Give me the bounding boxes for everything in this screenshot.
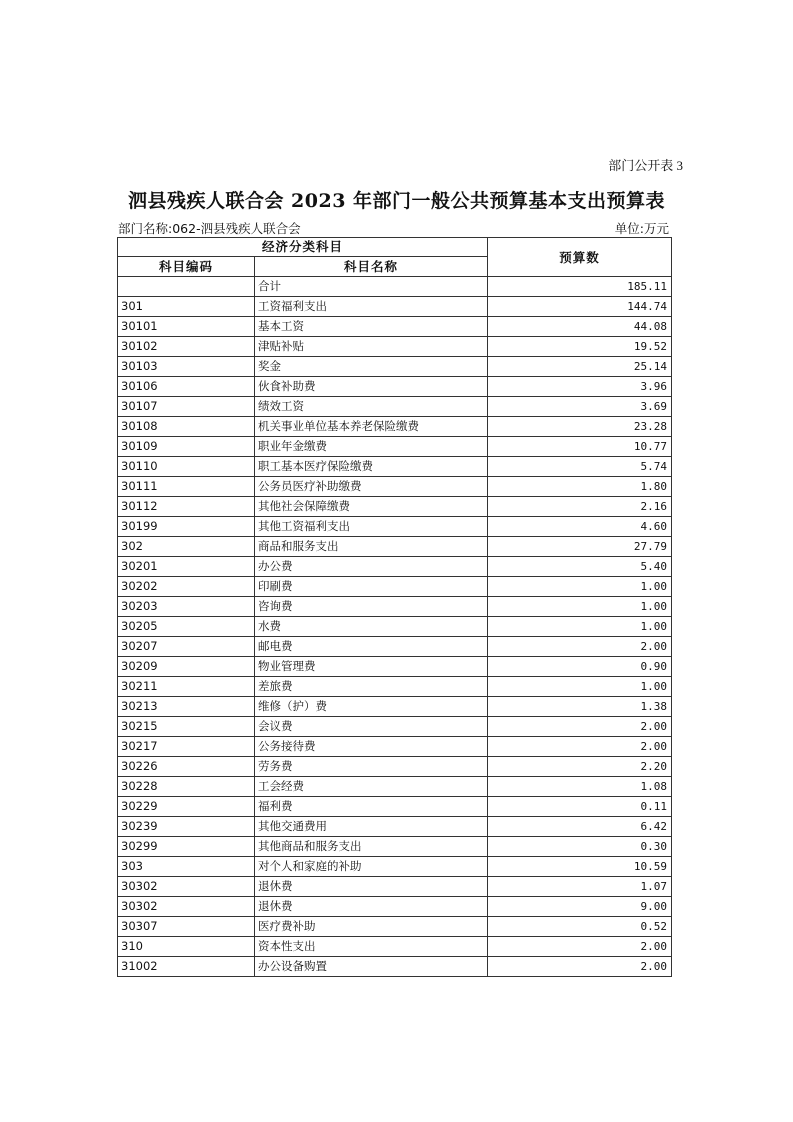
amount-cell: 2.00 [488,937,672,957]
amount-cell: 0.52 [488,917,672,937]
name-cell: 伙食补助费 [255,377,488,397]
table-row [118,937,672,957]
code-cell: 30103 [118,357,255,377]
code-cell: 30211 [118,677,255,697]
table-row [118,297,672,317]
table-row [118,877,672,897]
amount-cell: 23.28 [488,417,672,437]
name-cell: 咨询费 [255,597,488,617]
table-row [118,737,672,757]
amount-cell: 5.40 [488,557,672,577]
amount-header: 预算数 [488,238,672,277]
amount-cell: 1.00 [488,577,672,597]
name-cell: 合计 [255,277,488,297]
code-cell: 30213 [118,697,255,717]
name-cell: 办公设备购置 [255,957,488,977]
meta-row [118,219,671,237]
code-cell: 31002 [118,957,255,977]
table-row [118,417,672,437]
code-cell [118,277,255,297]
name-cell: 基本工资 [255,317,488,337]
name-cell: 其他交通费用 [255,817,488,837]
amount-cell: 27.79 [488,537,672,557]
code-cell: 30110 [118,457,255,477]
table-number-label: 部门公开表 3 [608,158,683,173]
table-row [118,837,672,857]
name-cell: 其他社会保障缴费 [255,497,488,517]
unit-label: 单位:万元 [614,221,669,236]
code-cell: 30203 [118,597,255,617]
table-row [118,357,672,377]
amount-cell: 44.08 [488,317,672,337]
amount-cell: 9.00 [488,897,672,917]
table-row [118,797,672,817]
code-cell: 30229 [118,797,255,817]
name-cell: 差旅费 [255,677,488,697]
code-cell: 30199 [118,517,255,537]
amount-cell: 25.14 [488,357,672,377]
amount-cell: 2.20 [488,757,672,777]
name-cell: 会议费 [255,717,488,737]
name-cell: 水费 [255,617,488,637]
code-cell: 310 [118,937,255,957]
table-row [118,717,672,737]
name-cell: 商品和服务支出 [255,537,488,557]
code-cell: 30102 [118,337,255,357]
amount-cell: 144.74 [488,297,672,317]
amount-cell: 1.38 [488,697,672,717]
table-row [118,557,672,577]
code-cell: 30201 [118,557,255,577]
table-row [118,397,672,417]
code-cell: 30205 [118,617,255,637]
table-row [118,577,672,597]
amount-cell: 1.08 [488,777,672,797]
table-row [118,277,672,297]
table-row [118,777,672,797]
amount-cell: 2.00 [488,737,672,757]
name-cell: 邮电费 [255,637,488,657]
table-row [118,757,672,777]
table-row [118,497,672,517]
amount-cell: 2.16 [488,497,672,517]
name-cell: 退休费 [255,897,488,917]
budget-table [117,237,672,977]
name-cell: 职业年金缴费 [255,437,488,457]
name-cell: 津贴补贴 [255,337,488,357]
table-row [118,957,672,977]
code-cell: 302 [118,537,255,557]
amount-cell: 0.11 [488,797,672,817]
code-cell: 30207 [118,637,255,657]
name-cell: 公务接待费 [255,737,488,757]
code-header: 科目编码 [118,257,255,277]
name-cell: 退休费 [255,877,488,897]
amount-cell: 3.96 [488,377,672,397]
table-row [118,517,672,537]
code-cell: 30108 [118,417,255,437]
code-cell: 30107 [118,397,255,417]
table-row [118,637,672,657]
amount-cell: 6.42 [488,817,672,837]
amount-cell: 2.00 [488,717,672,737]
amount-cell: 19.52 [488,337,672,357]
amount-cell: 1.80 [488,477,672,497]
code-cell: 30239 [118,817,255,837]
amount-cell: 0.30 [488,837,672,857]
table-row [118,597,672,617]
header-row-top [118,238,672,257]
code-cell: 30299 [118,837,255,857]
amount-cell: 5.74 [488,457,672,477]
code-cell: 30215 [118,717,255,737]
name-cell: 机关事业单位基本养老保险缴费 [255,417,488,437]
name-cell: 劳务费 [255,757,488,777]
name-cell: 奖金 [255,357,488,377]
name-cell: 其他工资福利支出 [255,517,488,537]
amount-cell: 1.00 [488,617,672,637]
table-row [118,337,672,357]
name-cell: 公务员医疗补助缴费 [255,477,488,497]
code-cell: 30101 [118,317,255,337]
amount-cell: 1.07 [488,877,672,897]
code-cell: 303 [118,857,255,877]
name-cell: 工会经费 [255,777,488,797]
amount-cell: 3.69 [488,397,672,417]
name-cell: 维修（护）费 [255,697,488,717]
table-row [118,437,672,457]
department-name: 部门名称:062-泗县残疾人联合会 [118,221,301,236]
name-cell: 物业管理费 [255,657,488,677]
amount-cell: 2.00 [488,957,672,977]
table-row [118,617,672,637]
name-cell: 福利费 [255,797,488,817]
code-cell: 30302 [118,897,255,917]
name-cell: 资本性支出 [255,937,488,957]
name-cell: 绩效工资 [255,397,488,417]
name-cell: 医疗费补助 [255,917,488,937]
amount-cell: 10.59 [488,857,672,877]
code-cell: 30106 [118,377,255,397]
code-cell: 30228 [118,777,255,797]
name-cell: 印刷费 [255,577,488,597]
econ-class-header: 经济分类科目 [118,238,488,257]
name-cell: 其他商品和服务支出 [255,837,488,857]
table-row [118,817,672,837]
table-row [118,457,672,477]
code-cell: 30307 [118,917,255,937]
table-body [118,277,672,977]
table-row [118,317,672,337]
code-cell: 30209 [118,657,255,677]
name-cell: 职工基本医疗保险缴费 [255,457,488,477]
code-cell: 30302 [118,877,255,897]
amount-cell: 1.00 [488,677,672,697]
code-cell: 30109 [118,437,255,457]
amount-cell: 1.00 [488,597,672,617]
name-cell: 对个人和家庭的补助 [255,857,488,877]
table-row [118,697,672,717]
code-cell: 30111 [118,477,255,497]
table-row [118,377,672,397]
amount-cell: 10.77 [488,437,672,457]
code-cell: 30112 [118,497,255,517]
code-cell: 30217 [118,737,255,757]
code-cell: 30226 [118,757,255,777]
code-cell: 301 [118,297,255,317]
table-row [118,857,672,877]
table-row [118,537,672,557]
name-header: 科目名称 [255,257,488,277]
amount-cell: 185.11 [488,277,672,297]
table-row [118,897,672,917]
page-title: 泗县残疾人联合会 2023 年部门一般公共预算基本支出预算表 [127,190,666,212]
amount-cell: 2.00 [488,637,672,657]
table-row [118,657,672,677]
amount-cell: 0.90 [488,657,672,677]
table-row [118,677,672,697]
name-cell: 工资福利支出 [255,297,488,317]
name-cell: 办公费 [255,557,488,577]
table-row [118,477,672,497]
code-cell: 30202 [118,577,255,597]
amount-cell: 4.60 [488,517,672,537]
table-row [118,917,672,937]
